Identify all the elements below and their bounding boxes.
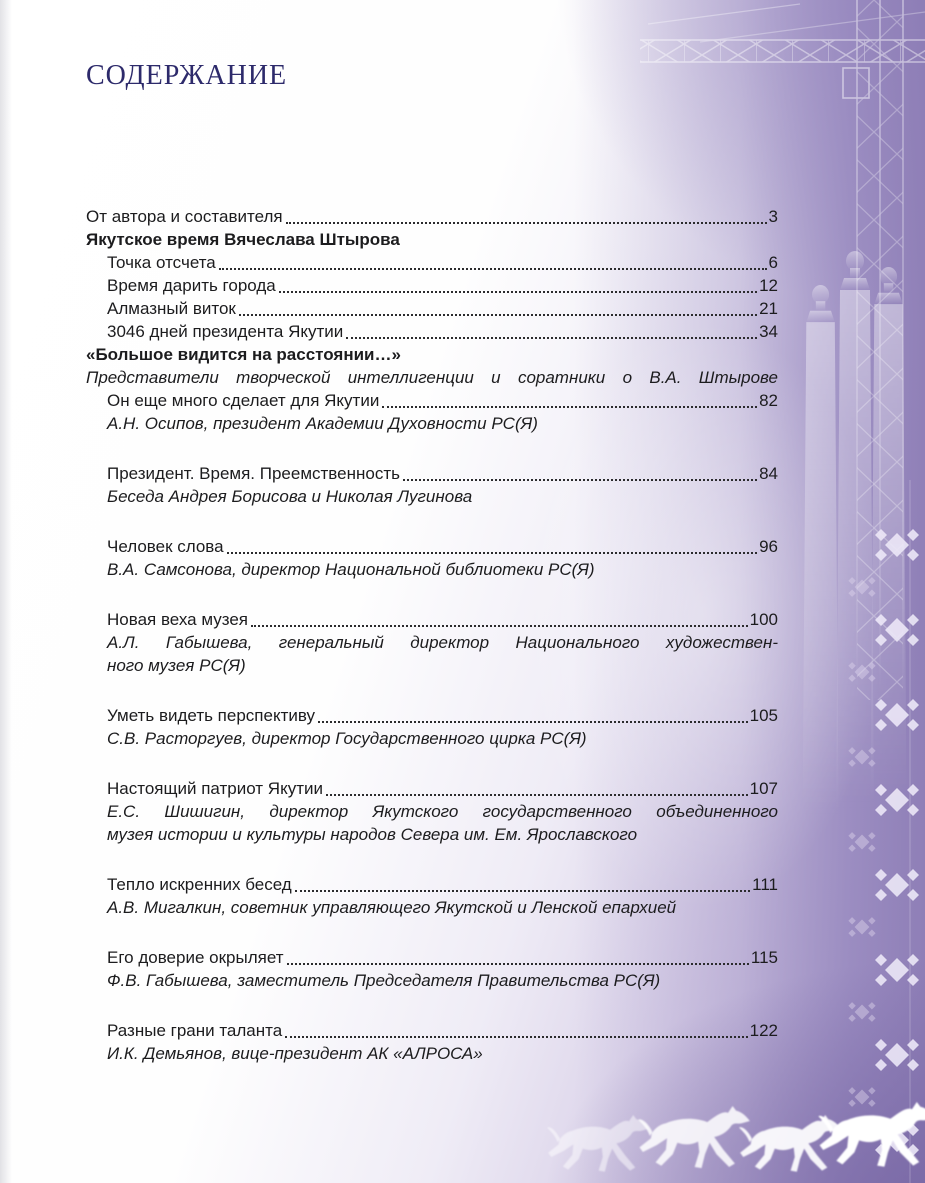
dot-leader <box>292 873 752 896</box>
toc-entry <box>86 274 778 297</box>
toc-author-note: А.В. Мигалкин, советник управляющего Якутской и Ленской епархией <box>107 898 677 917</box>
horse-icon <box>547 1115 649 1172</box>
serge-posts-decoration <box>803 251 907 818</box>
toc-entry-title: Точка отсчета <box>107 253 216 272</box>
horse-silhouettes-decoration <box>547 1102 925 1172</box>
toc-entry <box>86 205 778 228</box>
toc-entry-title: Время дарить города <box>107 276 276 295</box>
horse-icon <box>739 1115 841 1172</box>
toc-page-number: 82 <box>759 391 778 410</box>
toc-entry-title: Новая веха музея <box>107 610 249 629</box>
toc-page-number: 21 <box>759 299 778 318</box>
toc-page-number: 34 <box>759 322 778 341</box>
toc-page-number: 84 <box>759 464 778 483</box>
toc-entry-title: Алмазный виток <box>107 299 236 318</box>
toc-entry-title: Тепло искренних бесед <box>107 875 292 894</box>
toc-entry-title: Разные грани таланта <box>107 1021 283 1040</box>
toc-entry <box>86 1019 778 1042</box>
toc-page-number: 96 <box>759 537 778 556</box>
toc-page-number: 115 <box>750 948 778 967</box>
dot-leader <box>400 462 759 485</box>
toc-author-line: Е.С. Шишигин, директор Якутского государственного объединенного <box>107 802 778 821</box>
toc-entry <box>86 535 778 558</box>
dot-leader <box>315 704 750 727</box>
diamond-ornament-column-decoration <box>848 529 919 1156</box>
toc-author-line: А.Л. Габышева, генеральный директор Национального художествен- <box>107 633 778 652</box>
toc-page-number: 105 <box>749 706 778 725</box>
toc-page-number: 111 <box>752 875 778 894</box>
toc-page-number: 3 <box>768 207 778 226</box>
toc-section-heading: Якутское время Вячеслава Штырова <box>86 230 400 249</box>
page-title: СОДЕРЖАНИЕ <box>86 60 288 91</box>
toc-author-note: И.К. Демьянов, вице-президент АК «АЛРОСА» <box>107 1044 483 1063</box>
toc-page-number: 100 <box>749 610 778 629</box>
dot-leader <box>216 251 769 274</box>
toc-entry <box>86 389 778 412</box>
horse-icon <box>638 1106 750 1168</box>
toc-page-number: 6 <box>768 253 778 272</box>
toc-entry-title: 3046 дней президента Якутии <box>107 322 344 341</box>
toc-author-line: музея истории и культуры народов Севера им. Ем. Ярославского <box>107 825 638 844</box>
toc-list <box>86 205 778 1065</box>
toc-entry-title: Он еще много сделает для Якутии <box>107 391 380 410</box>
dot-leader <box>283 205 769 228</box>
toc-section-heading: «Большое видится на расстоянии…» <box>86 345 401 364</box>
toc-page-number: 12 <box>759 276 778 295</box>
dot-leader <box>224 535 759 558</box>
toc-page-number: 107 <box>749 779 778 798</box>
dot-leader <box>343 320 759 343</box>
toc-entry <box>86 251 778 274</box>
toc-author-note <box>86 800 778 846</box>
toc-entry-title: От автора и составителя <box>86 207 283 226</box>
toc-entry <box>86 297 778 320</box>
toc-entry-title: Человек слова <box>107 537 224 556</box>
toc-entry <box>86 704 778 727</box>
horse-icon <box>818 1102 925 1167</box>
dot-leader <box>284 946 751 969</box>
dot-leader <box>276 274 759 297</box>
toc-entry-title: Настоящий патриот Якутии <box>107 779 323 798</box>
dot-leader <box>282 1019 749 1042</box>
toc-author-note: А.Н. Осипов, президент Академии Духовности РС(Я) <box>107 414 538 433</box>
toc-entry-title: Уметь видеть перспективу <box>107 706 316 725</box>
toc-author-note <box>86 631 778 677</box>
toc-author-note: С.В. Расторгуев, директор Государственного цирка РС(Я) <box>107 729 587 748</box>
toc-author-note: Ф.В. Габышева, заместитель Председателя Правительства РС(Я) <box>107 971 661 990</box>
toc-author-note: В.А. Самсонова, директор Национальной библиотеки РС(Я) <box>107 560 595 579</box>
dot-leader <box>248 608 750 631</box>
toc-entry <box>86 320 778 343</box>
toc-author-line: ного музея РС(Я) <box>107 656 246 675</box>
toc-entry <box>86 873 778 896</box>
toc-entry <box>86 777 778 800</box>
toc-entry <box>86 608 778 631</box>
toc-entry <box>86 462 778 485</box>
toc-author-note: Представители творческой интеллигенции и соратники о В.А. Штырове <box>86 368 778 387</box>
toc-entry-title: Его доверие окрыляет <box>107 948 284 967</box>
toc-entry <box>86 946 778 969</box>
toc-page-number: 122 <box>749 1021 778 1040</box>
dot-leader <box>379 389 759 412</box>
toc-entry-title: Президент. Время. Преемственность <box>107 464 400 483</box>
dot-leader <box>236 297 759 320</box>
dot-leader <box>323 777 750 800</box>
toc-author-note: Беседа Андрея Борисова и Николая Лугинова <box>107 487 473 506</box>
